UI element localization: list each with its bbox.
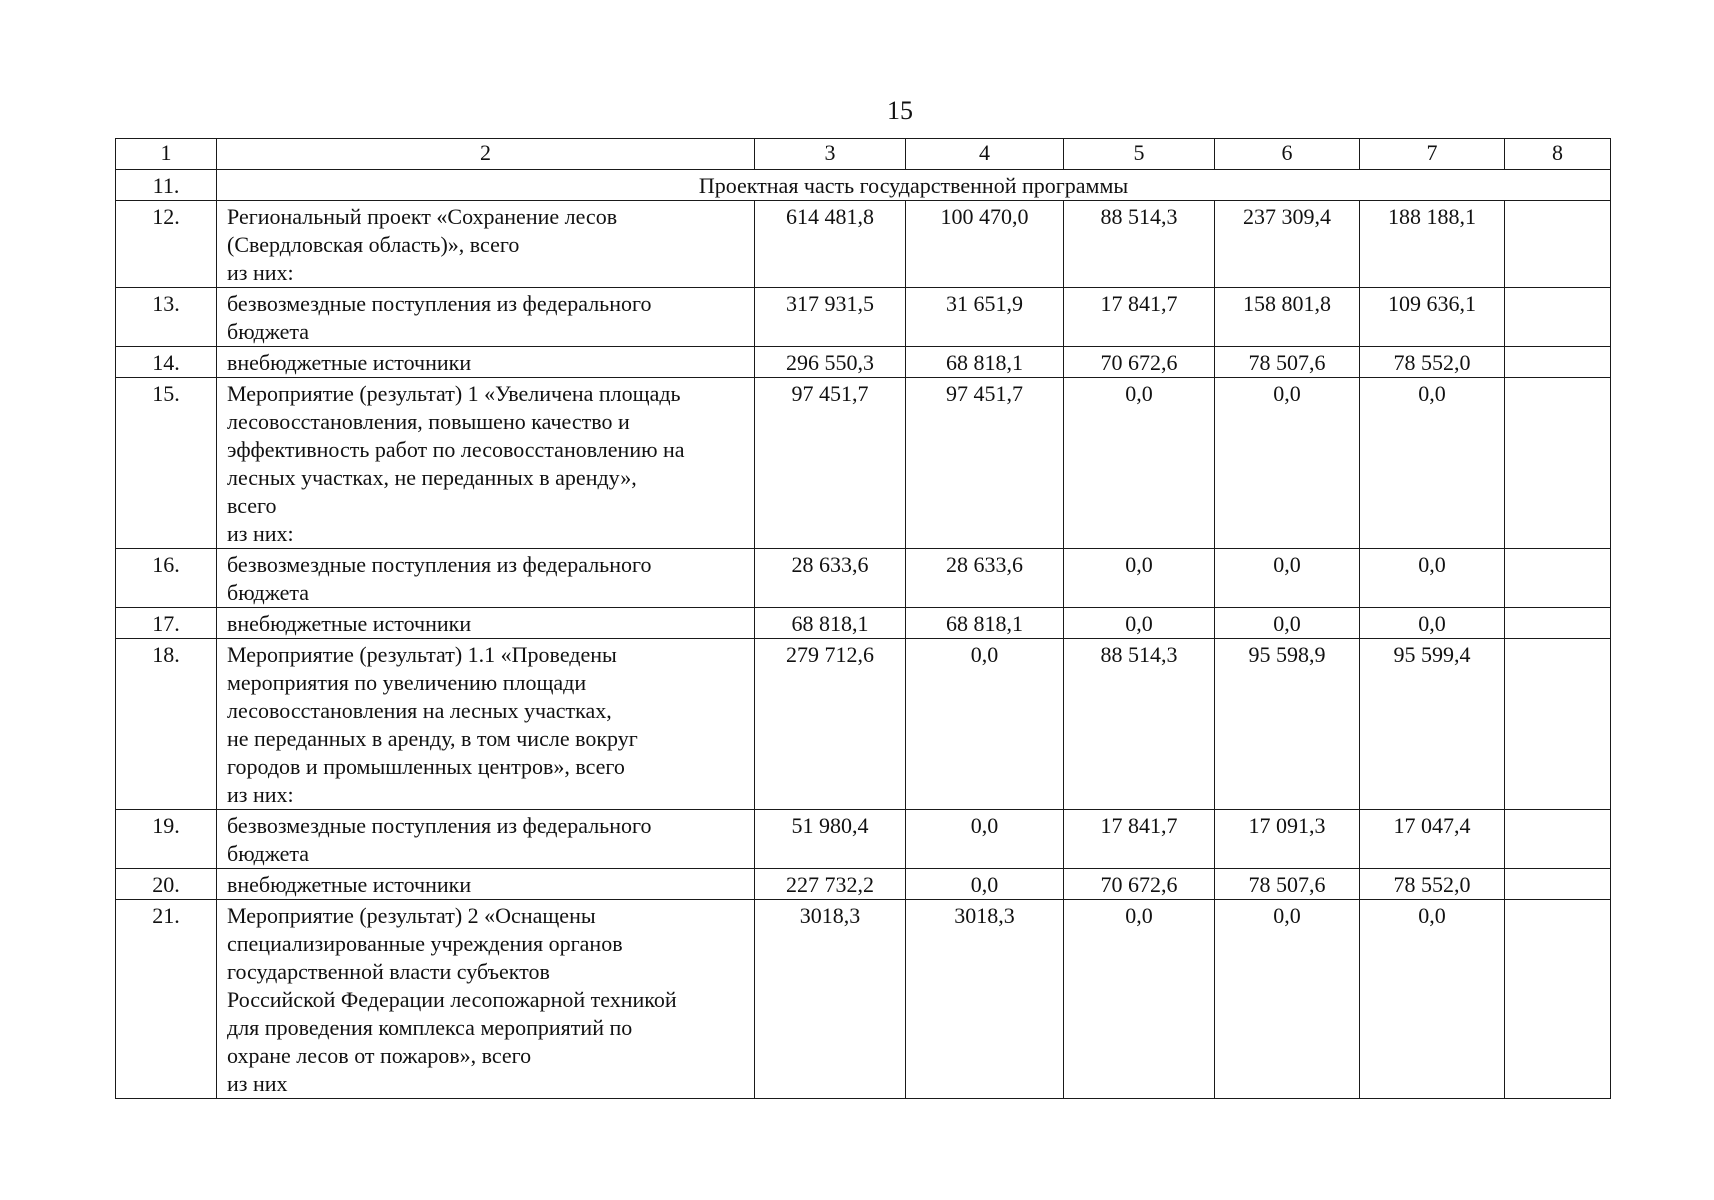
row-number: 16. <box>116 549 217 608</box>
value-cell-col-6: 0,0 <box>1215 549 1360 608</box>
description-line: безвозмездные поступления из федерального <box>227 813 652 838</box>
description-line: Региональный проект «Сохранение лесов <box>227 204 618 229</box>
budget-table <box>115 138 1611 1099</box>
section-title: Проектная часть государственной программы <box>217 170 1611 201</box>
description-line: бюджета <box>227 580 310 605</box>
value-cell-col-7: 109 636,1 <box>1360 288 1505 347</box>
value-cell-col-6: 0,0 <box>1215 608 1360 639</box>
value-cell-col-8 <box>1505 378 1611 549</box>
value-cell-col-8 <box>1505 869 1611 900</box>
value-cell-col-7: 17 047,4 <box>1360 810 1505 869</box>
column-number-cell: 5 <box>1064 139 1215 170</box>
column-number-cell: 6 <box>1215 139 1360 170</box>
row-description <box>217 869 755 900</box>
value-cell-col-7: 0,0 <box>1360 900 1505 1099</box>
value-cell-col-8 <box>1505 549 1611 608</box>
value-cell-col-3: 317 931,5 <box>755 288 906 347</box>
value-cell-col-4: 0,0 <box>906 810 1064 869</box>
description-line: внебюджетные источники <box>227 611 472 636</box>
description-line: лесовосстановления на лесных участках, <box>227 698 612 723</box>
value-cell-col-5: 0,0 <box>1064 549 1215 608</box>
row-description <box>217 347 755 378</box>
value-cell-col-8 <box>1505 900 1611 1099</box>
description-line: специализированные учреждения органов <box>227 931 623 956</box>
value-cell-col-6: 78 507,6 <box>1215 869 1360 900</box>
description-line: из них: <box>227 782 294 807</box>
value-cell-col-8 <box>1505 810 1611 869</box>
row-number: 17. <box>116 608 217 639</box>
description-line: из них <box>227 1071 288 1096</box>
value-cell-col-5: 70 672,6 <box>1064 347 1215 378</box>
value-cell-col-7: 78 552,0 <box>1360 347 1505 378</box>
value-cell-col-4: 31 651,9 <box>906 288 1064 347</box>
value-cell-col-8 <box>1505 201 1611 288</box>
row-number: 13. <box>116 288 217 347</box>
description-line: бюджета <box>227 841 310 866</box>
row-number: 15. <box>116 378 217 549</box>
value-cell-col-3: 279 712,6 <box>755 639 906 810</box>
value-cell-col-4: 28 633,6 <box>906 549 1064 608</box>
value-cell-col-6: 158 801,8 <box>1215 288 1360 347</box>
value-cell-col-6: 0,0 <box>1215 378 1360 549</box>
description-line: внебюджетные источники <box>227 350 472 375</box>
value-cell-col-3: 296 550,3 <box>755 347 906 378</box>
description-line: бюджета <box>227 319 310 344</box>
value-cell-col-4: 100 470,0 <box>906 201 1064 288</box>
description-line: из них: <box>227 521 294 546</box>
value-cell-col-3: 51 980,4 <box>755 810 906 869</box>
value-cell-col-6: 78 507,6 <box>1215 347 1360 378</box>
row-number: 20. <box>116 869 217 900</box>
description-line: лесных участках, не переданных в аренду», <box>227 465 637 490</box>
description-line: безвозмездные поступления из федерального <box>227 552 652 577</box>
value-cell-col-6: 17 091,3 <box>1215 810 1360 869</box>
value-cell-col-3: 97 451,7 <box>755 378 906 549</box>
description-line: всего <box>227 493 277 518</box>
value-cell-col-3: 227 732,2 <box>755 869 906 900</box>
description-line: из них: <box>227 260 294 285</box>
value-cell-col-5: 88 514,3 <box>1064 201 1215 288</box>
value-cell-col-5: 0,0 <box>1064 900 1215 1099</box>
description-line: (Свердловская область)», всего <box>227 232 520 257</box>
row-number: 12. <box>116 201 217 288</box>
value-cell-col-5: 0,0 <box>1064 608 1215 639</box>
value-cell-col-4: 97 451,7 <box>906 378 1064 549</box>
value-cell-col-6: 95 598,9 <box>1215 639 1360 810</box>
row-number: 21. <box>116 900 217 1099</box>
value-cell-col-5: 70 672,6 <box>1064 869 1215 900</box>
value-cell-col-3: 28 633,6 <box>755 549 906 608</box>
description-line: городов и промышленных центров», всего <box>227 754 625 779</box>
table-row <box>116 378 1611 549</box>
description-line: Российской Федерации лесопожарной техникой <box>227 987 677 1012</box>
value-cell-col-6: 0,0 <box>1215 900 1360 1099</box>
value-cell-col-5: 17 841,7 <box>1064 288 1215 347</box>
table-row <box>116 608 1611 639</box>
value-cell-col-3: 614 481,8 <box>755 201 906 288</box>
description-line: мероприятия по увеличению площади <box>227 670 587 695</box>
column-number-cell: 8 <box>1505 139 1611 170</box>
description-line: эффективность работ по лесовосстановлению на <box>227 437 685 462</box>
column-number-cell: 1 <box>116 139 217 170</box>
value-cell-col-7: 95 599,4 <box>1360 639 1505 810</box>
description-line: государственной власти субъектов <box>227 959 550 984</box>
value-cell-col-7: 0,0 <box>1360 608 1505 639</box>
table-row <box>116 900 1611 1099</box>
row-description <box>217 201 755 288</box>
value-cell-col-3: 3018,3 <box>755 900 906 1099</box>
table-row <box>116 347 1611 378</box>
value-cell-col-4: 68 818,1 <box>906 347 1064 378</box>
column-number-cell: 3 <box>755 139 906 170</box>
description-line: для проведения комплекса мероприятий по <box>227 1015 633 1040</box>
table-row <box>116 639 1611 810</box>
value-cell-col-7: 188 188,1 <box>1360 201 1505 288</box>
description-line: Мероприятие (результат) 1 «Увеличена площадь <box>227 381 681 406</box>
row-number: 11. <box>116 170 217 201</box>
value-cell-col-3: 68 818,1 <box>755 608 906 639</box>
row-description <box>217 608 755 639</box>
description-line: Мероприятие (результат) 2 «Оснащены <box>227 903 596 928</box>
row-description <box>217 288 755 347</box>
value-cell-col-4: 0,0 <box>906 869 1064 900</box>
row-description <box>217 810 755 869</box>
table-row <box>116 288 1611 347</box>
value-cell-col-5: 17 841,7 <box>1064 810 1215 869</box>
table-row <box>116 201 1611 288</box>
row-description <box>217 900 755 1099</box>
table-row <box>116 549 1611 608</box>
table-row <box>116 810 1611 869</box>
row-description <box>217 639 755 810</box>
value-cell-col-8 <box>1505 639 1611 810</box>
value-cell-col-4: 0,0 <box>906 639 1064 810</box>
value-cell-col-8 <box>1505 347 1611 378</box>
value-cell-col-7: 0,0 <box>1360 549 1505 608</box>
value-cell-col-6: 237 309,4 <box>1215 201 1360 288</box>
value-cell-col-4: 68 818,1 <box>906 608 1064 639</box>
value-cell-col-5: 88 514,3 <box>1064 639 1215 810</box>
table-row <box>116 869 1611 900</box>
description-line: не переданных в аренду, в том числе вокруг <box>227 726 638 751</box>
row-number: 19. <box>116 810 217 869</box>
column-number-cell: 7 <box>1360 139 1505 170</box>
description-line: охране лесов от пожаров», всего <box>227 1043 532 1068</box>
table-body <box>116 139 1611 1099</box>
value-cell-col-8 <box>1505 288 1611 347</box>
value-cell-col-7: 0,0 <box>1360 378 1505 549</box>
page-number: 15 <box>887 96 913 125</box>
value-cell-col-8 <box>1505 608 1611 639</box>
description-line: безвозмездные поступления из федерального <box>227 291 652 316</box>
value-cell-col-7: 78 552,0 <box>1360 869 1505 900</box>
row-number: 18. <box>116 639 217 810</box>
description-line: Мероприятие (результат) 1.1 «Проведены <box>227 642 617 667</box>
section-row <box>116 170 1611 201</box>
column-number-cell: 4 <box>906 139 1064 170</box>
value-cell-col-4: 3018,3 <box>906 900 1064 1099</box>
column-number-row <box>116 139 1611 170</box>
description-line: лесовосстановления, повышено качество и <box>227 409 630 434</box>
description-line: внебюджетные источники <box>227 872 472 897</box>
row-number: 14. <box>116 347 217 378</box>
value-cell-col-5: 0,0 <box>1064 378 1215 549</box>
row-description <box>217 378 755 549</box>
row-description <box>217 549 755 608</box>
column-number-cell: 2 <box>217 139 755 170</box>
